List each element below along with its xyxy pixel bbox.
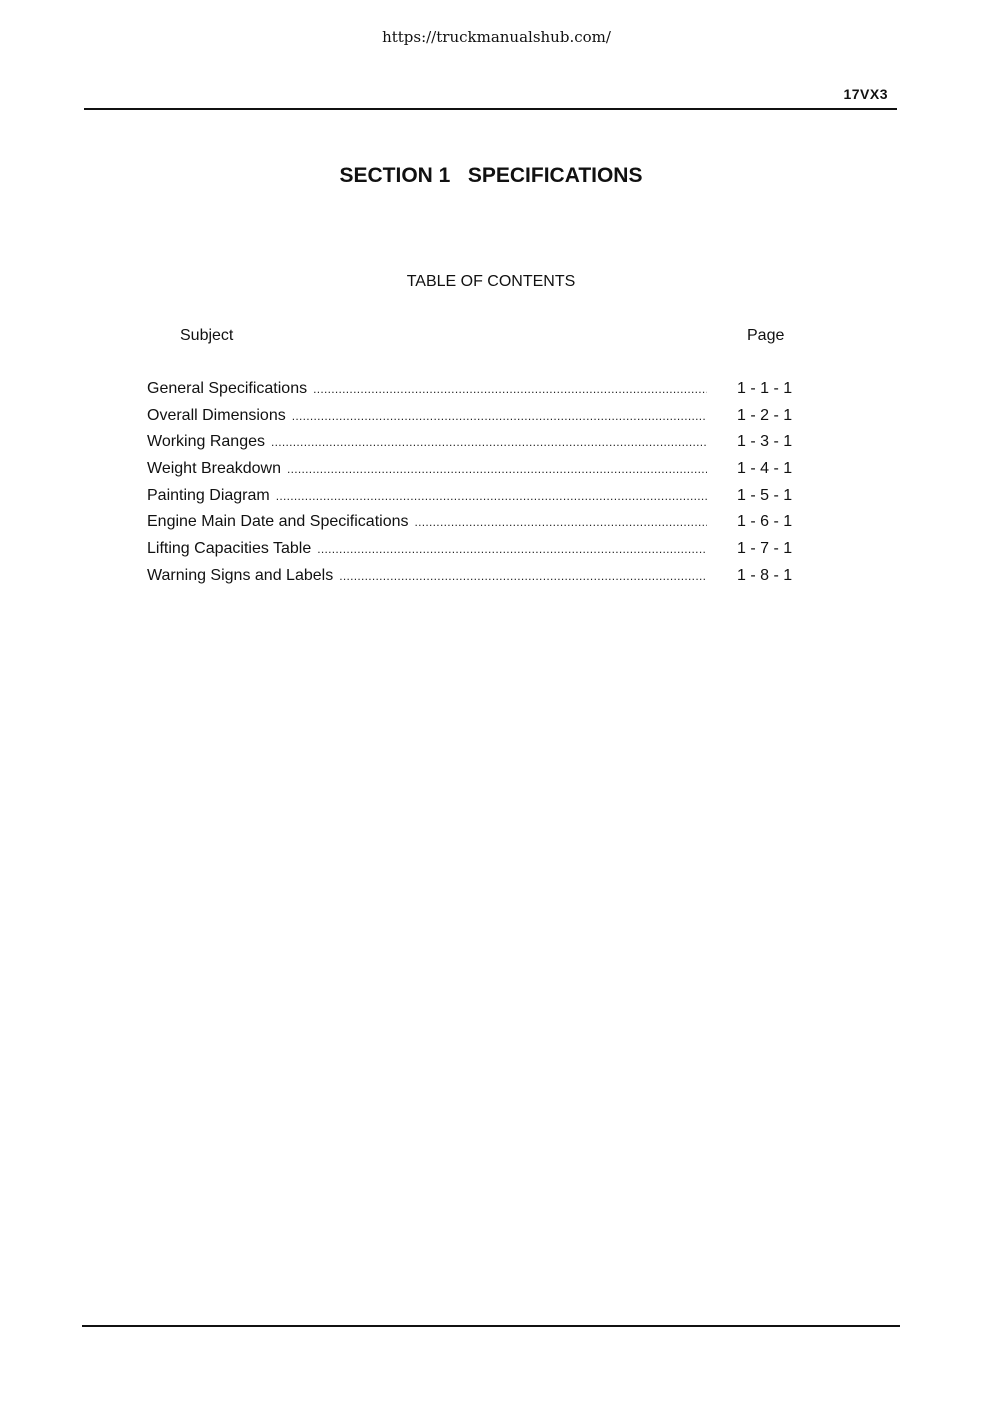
dot-leader	[415, 511, 708, 533]
dot-leader	[292, 405, 707, 427]
toc-entry-subject: Warning Signs and Labels	[147, 566, 334, 584]
dot-leader	[313, 378, 707, 400]
toc-entry-subject: Lifting Capacities Table	[147, 540, 312, 558]
toc-entry-page: 1 - 6 - 1	[737, 513, 793, 531]
toc-entry-page: 1 - 3 - 1	[737, 433, 793, 451]
toc-entry	[147, 485, 807, 512]
dot-leader	[339, 565, 707, 587]
toc-list	[147, 378, 807, 592]
dot-leader	[276, 485, 707, 507]
footer-rule	[82, 1325, 900, 1327]
document-code: 17VX3	[843, 86, 888, 102]
toc-entry-page: 1 - 8 - 1	[737, 566, 793, 584]
toc-entry	[147, 378, 807, 405]
dot-leader	[287, 458, 707, 480]
toc-entry-subject: Weight Breakdown	[147, 460, 281, 478]
toc-entry	[147, 511, 807, 538]
section-title: SECTION 1 SPECIFICATIONS	[339, 164, 643, 187]
toc-entry-page: 1 - 4 - 1	[737, 460, 793, 478]
toc-entry	[147, 538, 807, 565]
toc-entry-subject: Overall Dimensions	[147, 406, 286, 424]
toc-entry-subject: General Specifications	[147, 380, 308, 397]
toc-entry-page: 1 - 5 - 1	[737, 486, 793, 504]
toc-entry-subject: Engine Main Date and Specifications	[147, 513, 409, 531]
toc-entry-subject: Painting Diagram	[147, 486, 270, 504]
dot-leader	[271, 431, 707, 453]
toc-entry	[147, 431, 807, 458]
toc-title: TABLE OF CONTENTS	[406, 273, 576, 290]
toc-entry-page: 1 - 2 - 1	[737, 406, 793, 424]
dot-leader	[317, 538, 707, 560]
toc-entry	[147, 405, 807, 432]
page-column-header: Page	[747, 327, 785, 344]
source-url: https://truckmanualshub.com/	[382, 28, 611, 46]
toc-entry	[147, 458, 807, 485]
toc-entry	[147, 565, 807, 592]
toc-entry-page: 1 - 7 - 1	[737, 540, 793, 558]
toc-entry-subject: Working Ranges	[147, 433, 265, 451]
header-rule	[84, 108, 897, 110]
toc-entry-page: 1 - 1 - 1	[737, 380, 793, 397]
subject-column-header: Subject	[180, 327, 234, 344]
